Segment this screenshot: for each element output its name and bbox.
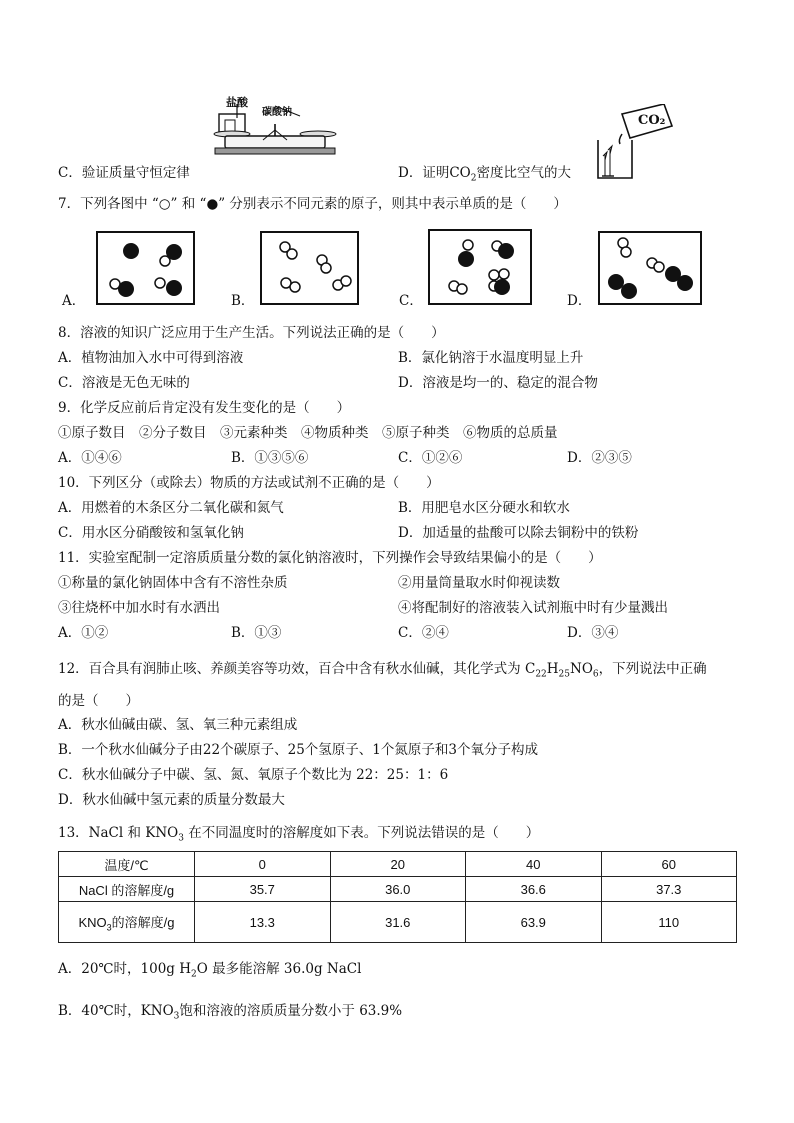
table-cell: 60 xyxy=(601,852,737,877)
table-row-kno3 xyxy=(59,902,737,943)
solubility-table xyxy=(58,851,737,943)
q7-box-b xyxy=(260,231,359,305)
q12-option-d: D．秋水仙碱中氢元素的质量分数最大 xyxy=(58,792,285,808)
q10-option-d: D．加适量的盐酸可以除去铜粉中的铁粉 xyxy=(398,525,639,541)
q12-stem-line2: 的是（ ） xyxy=(58,693,139,709)
q12-option-c: C．秋水仙碱分子中碳、氢、氮、氧原子个数比为 22：25：1：6 xyxy=(58,767,449,783)
table-cell: 37.3 xyxy=(601,877,737,902)
q11-option-c: C．②④ xyxy=(398,625,449,641)
q8-option-b: B．氯化钠溶于水温度明显上升 xyxy=(398,350,584,366)
table-cell: 40 xyxy=(466,852,602,877)
q12-stem: 12．百合具有润肺止咳、养颜美容等功效，百合中含有秋水仙碱，其化学式为 $C_{22}H_{25}NO_6$，下列说法中正确 xyxy=(58,661,707,680)
q11-item-4: ④将配制好的溶液装入试剂瓶中时有少量溅出 xyxy=(398,600,668,616)
q9-items: ①原子数目 ②分子数目 ③元素种类 ④物质种类 ⑤原子种类 ⑥物质的总质量 xyxy=(58,425,558,441)
q11-option-a: A．①② xyxy=(58,625,109,641)
q7-label-a: A． xyxy=(62,293,86,309)
q6-option-c: C．验证质量守恒定律 xyxy=(58,165,190,181)
q10-option-a: A．用燃着的木条区分二氧化碳和氮气 xyxy=(58,500,284,516)
q7-box-c xyxy=(428,229,532,305)
fig-label-co2: CO₂ xyxy=(638,113,666,128)
q7-label-b: B． xyxy=(231,293,255,309)
q9-option-d: D．②③⑤ xyxy=(567,450,632,466)
table-cell: 36.6 xyxy=(466,877,602,902)
q13-stem: 13．NaCl 和 $KNO_3$ 在不同温度时的溶解度如下表。下列说法错误的是（ ） xyxy=(58,825,540,844)
q7-label-d: D． xyxy=(567,293,592,309)
q9-option-b: B．①③⑤⑥ xyxy=(231,450,309,466)
table-cell: 13.3 xyxy=(195,902,331,943)
table-cell: 温度/℃ xyxy=(59,852,195,877)
q7-stem: 7．下列各图中 “○” 和 “●” 分别表示不同元素的原子，则其中表示单质的是（ ） xyxy=(58,196,567,212)
table-row-nacl xyxy=(59,877,737,902)
table-cell: NaCl 的溶解度/g xyxy=(59,877,195,902)
q12-option-a: A．秋水仙碱由碳、氢、氧三种元素组成 xyxy=(58,717,298,733)
q8-option-a: A．植物油加入水中可得到溶液 xyxy=(58,350,244,366)
q11-item-2: ②用量筒量取水时仰视读数 xyxy=(398,575,560,591)
q11-option-d: D．③④ xyxy=(567,625,619,641)
q8-option-d: D．溶液是均一的、稳定的混合物 xyxy=(398,375,598,391)
table-cell: 31.6 xyxy=(330,902,466,943)
q11-option-b: B．①③ xyxy=(231,625,282,641)
table-cell: 20 xyxy=(330,852,466,877)
q10-stem: 10．下列区分（或除去）物质的方法或试剂不正确的是（ ） xyxy=(58,475,440,491)
q6-option-d: D．证明$CO_2$密度比空气的大 xyxy=(398,165,571,184)
q7-box-a xyxy=(96,231,195,305)
q9-option-c: C．①②⑥ xyxy=(398,450,463,466)
q8-stem: 8．溶液的知识广泛应用于生产生活。下列说法正确的是（ ） xyxy=(58,325,445,341)
q7-label-c: C． xyxy=(399,293,423,309)
table-cell: 0 xyxy=(195,852,331,877)
q9-option-a: A．①④⑥ xyxy=(58,450,122,466)
fig-label-acid: 盐酸 xyxy=(226,96,248,109)
table-cell: $KNO_3$的溶解度/g xyxy=(59,902,195,943)
q11-item-3: ③往烧杯中加水时有水洒出 xyxy=(58,600,220,616)
q10-option-c: C．用水区分硝酸铵和氢氧化钠 xyxy=(58,525,244,541)
table-cell: 63.9 xyxy=(466,902,602,943)
q10-option-b: B．用肥皂水区分硬水和软水 xyxy=(398,500,570,516)
table-header-row xyxy=(59,852,737,877)
q12-option-b: B．一个秋水仙碱分子由22个碳原子、25个氢原子、1个氮原子和3个氧分子构成 xyxy=(58,742,538,758)
table-cell: 110 xyxy=(601,902,737,943)
table-cell: 35.7 xyxy=(195,877,331,902)
q13-option-b: B．40℃时，$KNO_3$饱和溶液的溶质质量分数小于 63.9% xyxy=(58,1003,403,1022)
table-cell: 36.0 xyxy=(330,877,466,902)
q11-stem: 11．实验室配制一定溶质质量分数的氯化钠溶液时，下列操作会导致结果偏小的是（ ） xyxy=(58,550,602,566)
q9-stem: 9．化学反应前后肯定没有发生变化的是（ ） xyxy=(58,400,351,416)
q11-item-1: ①称量的氯化钠固体中含有不溶性杂质 xyxy=(58,575,288,591)
q13-option-a: A．20℃时，100g $H_2O$ 最多能溶解 36.0g NaCl xyxy=(58,961,362,980)
q7-box-d xyxy=(598,231,702,305)
fig-label-salt: 碳酸钠 xyxy=(262,107,292,118)
q8-option-c: C．溶液是无色无味的 xyxy=(58,375,190,391)
